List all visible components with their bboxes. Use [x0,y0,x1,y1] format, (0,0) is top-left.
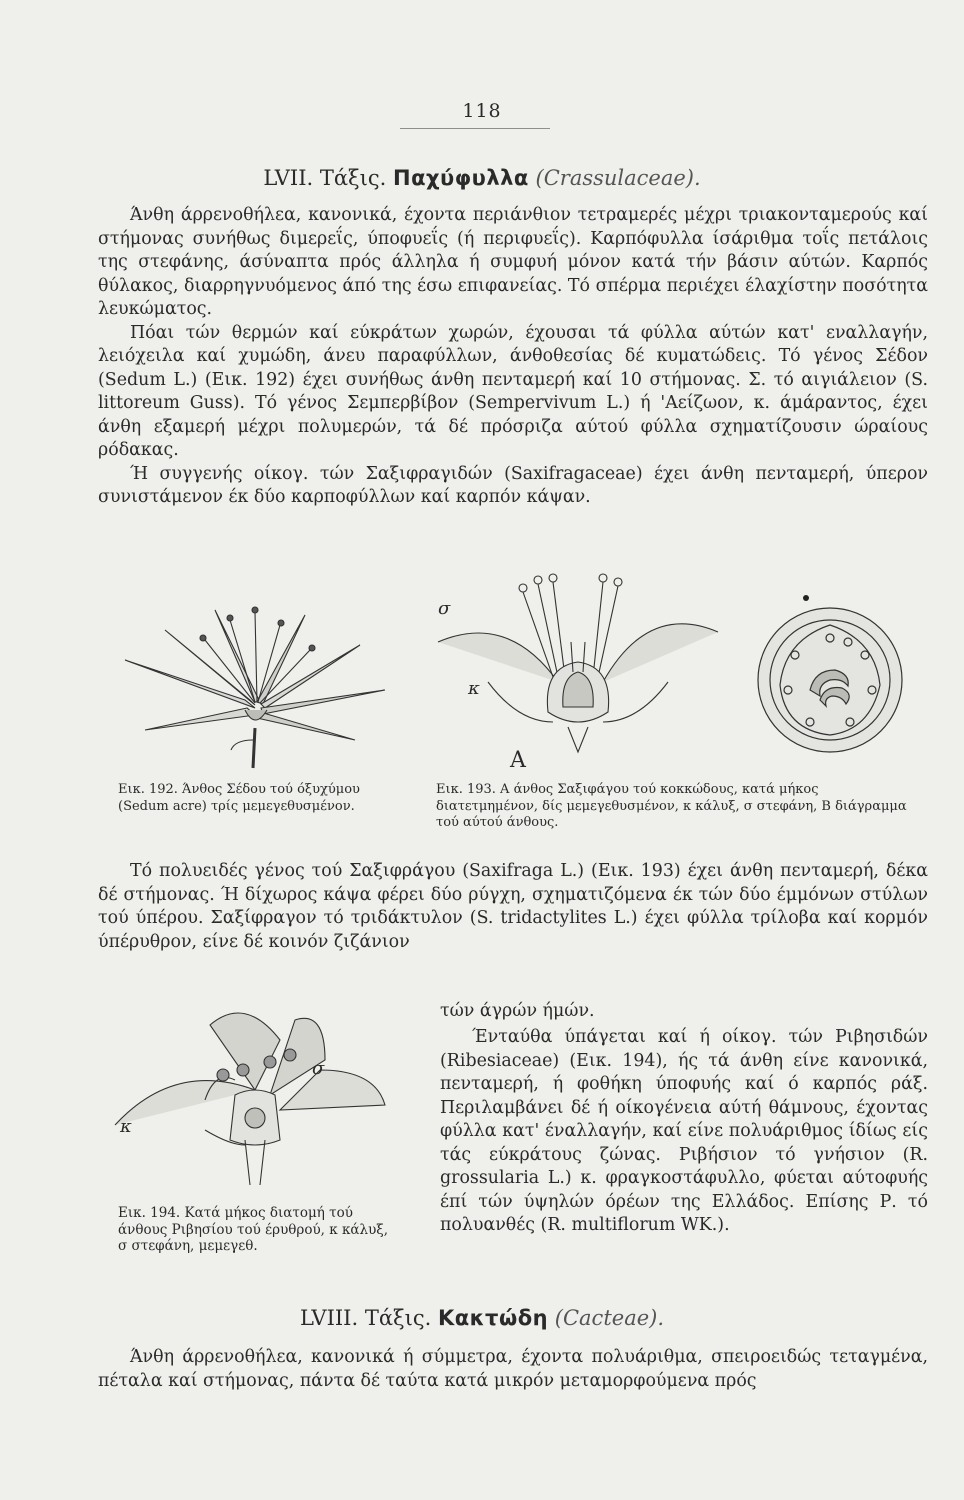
family-name: Παχύφυλλα [393,166,529,190]
figure-194-caption: Εικ. 194. Κατά μήκος διατομή τού άνθους Ριβησίου τού έρυθρού, κ κάλυξ, σ στεφάνη, μεμεγεθ. [118,1205,389,1254]
paragraph: Πόαι τών θερμών καί εύκράτων χωρών, έχουσαι τά φύλλα αύτών κατ' εναλλαγήν, λειόχειλα καί χυμώδη, άνευ παραφύλλων, άνθοθεσίας δέ κυματώδεις. Τό γένος Σέδον (Sedum L.) (Εικ. 192) έχει συνήθως άνθη πενταμερή καί 10 στήμονας. Σ. τό αιγιάλειον (S. littoreum Guss). Τό γένος Σεμπερβίβον (Sempervivum L.) ή 'Αείζωον, κ. άμάραντος, έχει άνθη εξαμερή μέχρι πολυμερών, τά δέ πρόσριζα αύτού φύλλα σχηματίζουσιν ώραίους ρόδακας. [98,322,928,460]
saxifraga-text-tail [440,1000,928,1024]
paragraph: Τό πολυειδές γένος τού Σαξιφράγου (Saxifraga L.) (Εικ. 193) έχει άνθη πενταμερή, δέκα δέ στήμονας. Ή δίχωρος κάψα φέρει δύο ρύγχη, σχηματιζόμενα έκ τών δύο έμμόνων στύλων τού ύπέρου. Σαξίφραγον τό τριδάκτυλον (S. tridactylites L.) έχει φύλλα τρίλοβα καί κορμόν ύπέρυθρον, είνε δέ κοινόν ζιζάνιον [98,861,928,952]
order-number: LVII. Τάξις. [263,166,387,190]
cacteae-text [98,1346,928,1393]
figure-193-caption: Εικ. 193. Α άνθος Σαξιφάγου τού κοκκώδους, κατά μήκος διατετμημένον, δίς μεμεγεθυσμένον, κ κάλυξ, σ στεφάνη, Β διάγραμμα τού αύτού άνθους. [436,782,907,830]
figure-192-caption: Εικ. 192. Άνθος Σέδου τού όξυχύμου (Sedum acre) τρίς μεμεγεθυσμένον. [118,782,360,814]
paragraph: Ένταύθα ύπάγεται καί ή οίκογ. τών Ριβησιδών (Ribesiaceae) (Εικ. 194), ής τά άνθη είνε κανονικά, πενταμερή, ή φοθήκη ύποφυής καί ό καρπός ράξ. Περιλαμβάνει δέ ή οίκογένεια αύτή θάμνους, έχοντας φύλλα κατ' έναλλαγήν, καί είνε πολυάριθμος ίδίως είς τάς εύκράτους ζώνας. Ριβήσιον τό γνήσιον (R. grossularia L.) κ. φραγκοστάφυλλο, φύεται αύτοφυής έπί τών ύψηλών όρέων της Ελλάδος. Επίσης Ρ. τό πολυανθές (R. multiflorum WK.). [440,1027,928,1235]
ribes-section-illustration [105,1000,405,1195]
family-name: Κακτώδη [437,1306,549,1330]
label-calyx-194: κ [120,1116,132,1137]
page-number: 118 [462,100,502,122]
section-heading-crassulaceae [0,166,964,190]
saxifraga-section-illustration [428,572,728,772]
paragraph: Άνθη άρρενοθήλεα, κανονικά, έχοντα περιάνθιον τετραμερές μέχρι τριακονταμερούς καί στήμονας συνήθως διμερεΐς, ύποφυεΐς (ή περιφυεΐς). Καρπόφυλλα ίσάριθμα τοΐς πετάλοις της στεφάνης, άσύναπτα πρός άλληλα ή συμφυή μόνον κατά τήν βάσιν αύτών. Καρπός θύλακος, διαρρηγνυόμενος άπό της έσω επιφανείας. Τό σπέρμα περιέχει έλαχίστην ποσότητα λευκώματος. [98,205,928,319]
crassulaceae-text [98,204,928,510]
page-number-rule [400,128,550,129]
paragraph-tail: τών άγρών ήμών. [440,1001,595,1021]
sedum-flower-illustration [105,590,405,780]
figure-192-sedum-flower [105,590,405,780]
label-calyx-193: κ [468,678,480,699]
floral-diagram-illustration [750,590,910,760]
order-number: LVIII. Τάξις. [299,1306,432,1330]
paragraph: Ή συγγενής οίκογ. τών Σαξιφραγιδών (Saxifragaceae) έχει άνθη πενταμερή, ύπερον συνιστάμενον έκ δύο καρποφύλλων καί καρπόν κάψαν. [98,463,928,507]
paragraph: Άνθη άρρενοθήλεα, κανονικά ή σύμμετρα, έχοντα πολυάριθμα, σπειροειδώς τεταγμένα, πέταλα καί στήμονας, πάντα δέ ταύτα κατά μικρόν μεταμορφούμενα πρός [98,1347,928,1391]
saxifraga-text [98,860,928,954]
family-latin: (Crassulaceae). [535,166,701,190]
label-corolla-193: σ [438,598,451,619]
figure-193-floral-diagram [750,590,910,760]
figure-193-saxifraga-section [428,572,728,772]
ribesiaceae-text [440,1026,928,1238]
family-latin: (Cacteae). [554,1306,665,1330]
label-corolla-194: σ [312,1058,325,1079]
label-A: A [510,748,526,773]
figure-194-ribes-section [105,1000,405,1195]
section-heading-cacteae [0,1306,964,1330]
